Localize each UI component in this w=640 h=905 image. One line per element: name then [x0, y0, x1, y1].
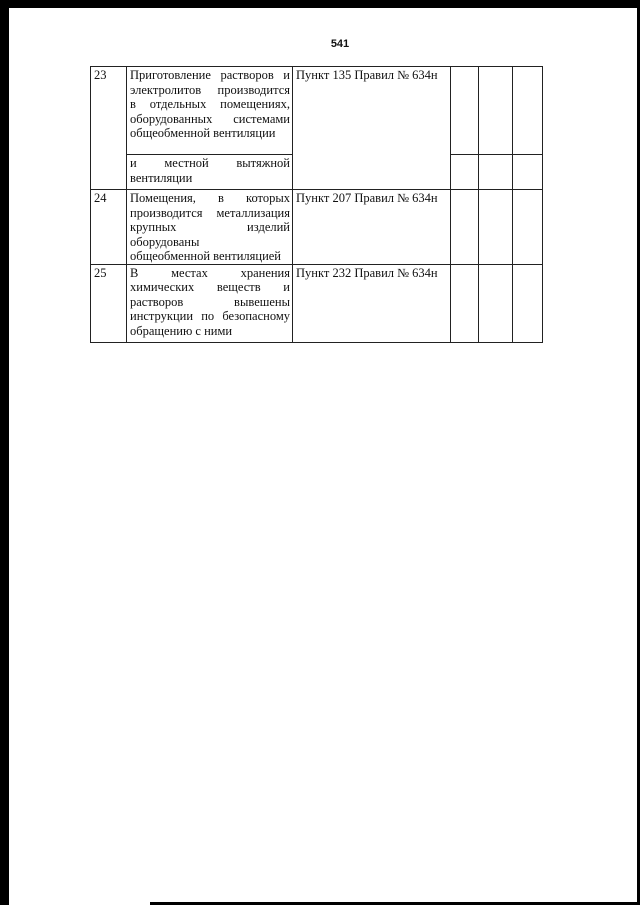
empty-cell	[451, 264, 479, 342]
row-reference: Пункт 232 Правил № 634н	[293, 264, 451, 342]
empty-cell	[479, 155, 513, 190]
empty-cell	[451, 67, 479, 155]
row-number: 25	[91, 264, 127, 342]
scan-edge-top	[0, 0, 640, 8]
table-row	[91, 190, 543, 265]
empty-cell	[451, 155, 479, 190]
empty-cell	[479, 264, 513, 342]
table-row	[91, 264, 543, 342]
row-description: Помещения, в которых производится металлизация крупных изделий оборудованы общеобменной вентиляцией	[127, 190, 293, 265]
page-number: 541	[330, 38, 350, 50]
empty-cell	[513, 67, 543, 155]
row-description: Приготовление растворов и электролитов производится в отдельных помещениях, оборудованных системами общеобменной вентиляции	[127, 67, 293, 155]
empty-cell	[479, 67, 513, 155]
empty-cell	[479, 190, 513, 265]
row-number: 23	[91, 67, 127, 190]
empty-cell	[513, 155, 543, 190]
row-reference: Пункт 207 Правил № 634н	[293, 190, 451, 265]
empty-cell	[513, 190, 543, 265]
row-description-continuation: и местной вытяжной вентиляции	[127, 155, 293, 190]
row-number: 24	[91, 190, 127, 265]
empty-cell	[451, 190, 479, 265]
scan-edge-left	[0, 0, 9, 905]
requirements-table	[90, 66, 543, 343]
row-reference: Пункт 135 Правил № 634н	[293, 67, 451, 190]
row-description: В местах хранения химических веществ и растворов вывешены инструкции по безопасному обращению с ними	[127, 264, 293, 342]
table-row	[91, 67, 543, 155]
empty-cell	[513, 264, 543, 342]
